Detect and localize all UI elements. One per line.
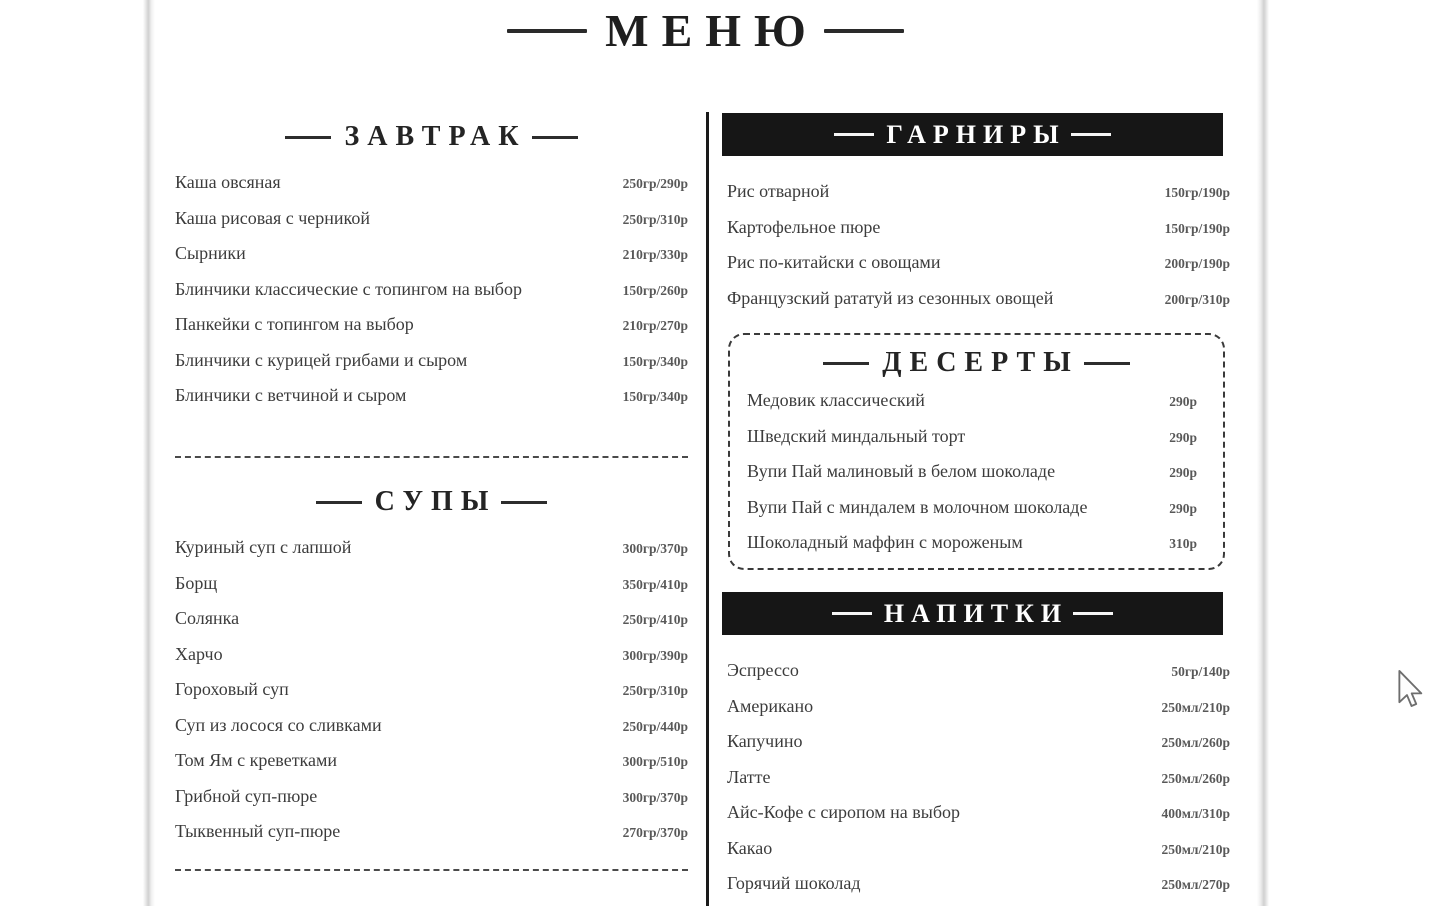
- menu-item-name: Сырники: [175, 243, 246, 263]
- menu-item-name: Шведский миндальный торт: [747, 425, 966, 446]
- menu-item-price: 300гр/370р: [622, 789, 688, 805]
- menu-item-name: Рис отварной: [727, 181, 830, 201]
- menu-item-name: Тыквенный суп-пюре: [175, 821, 341, 841]
- menu-item-name: Айс-Кофе с сиропом на выбор: [727, 802, 961, 822]
- menu-item-price: 290р: [1169, 500, 1197, 516]
- menu-item-price: 250мл/260р: [1161, 770, 1230, 786]
- column-divider: [706, 112, 709, 906]
- menu-item-price: 350гр/410р: [622, 576, 688, 592]
- menu-item-price: 290р: [1169, 394, 1197, 409]
- breakfast-list: [175, 172, 688, 421]
- menu-item-price: 200гр/190р: [1164, 256, 1230, 271]
- menu-item-row: [175, 715, 688, 751]
- breakfast-section-header: [175, 121, 688, 153]
- section-dash: [501, 501, 547, 504]
- desserts-list: [747, 390, 1197, 568]
- menu-item-price: 300гр/390р: [622, 647, 688, 663]
- menu-item-price: 150гр/340р: [622, 389, 688, 404]
- menu-item-price: 300гр/370р: [622, 541, 688, 556]
- menu-item-price: 200гр/310р: [1164, 291, 1230, 307]
- menu-item-name: Какао: [727, 837, 773, 858]
- menu-item-name: Солянка: [175, 608, 240, 628]
- menu-item-price: 250гр/310р: [622, 211, 688, 227]
- soups-section-header: [175, 486, 688, 518]
- menu-item-name: Эспрессо: [727, 660, 799, 680]
- breakfast-section-title: ЗАВТРАК: [344, 121, 527, 152]
- menu-item-row: [175, 208, 688, 244]
- menu-item-row: [727, 288, 1230, 324]
- mouse-cursor-icon: [1396, 669, 1423, 715]
- menu-item-name: Каша рисовая с черникой: [175, 207, 371, 228]
- menu-item-price: 400мл/310р: [1161, 806, 1230, 821]
- menu-item-name: Шоколадный маффин с мороженым: [747, 532, 1023, 552]
- menu-item-price: 210гр/330р: [622, 247, 688, 262]
- section-dash: [1073, 612, 1113, 615]
- desserts-section-header: [730, 347, 1223, 379]
- menu-item-row: [747, 426, 1197, 462]
- menu-item-price: 250мл/270р: [1161, 877, 1230, 892]
- menu-item-name: Горячий шоколад: [727, 873, 861, 893]
- menu-item-name: Вупи Пай с миндалем в молочном шоколаде: [747, 496, 1088, 517]
- menu-item-price: 250мл/260р: [1161, 735, 1230, 750]
- drinks-section-title: НАПИТКИ: [883, 598, 1069, 628]
- menu-item-name: Суп из лосося со сливками: [175, 714, 382, 735]
- menu-item-price: 150гр/340р: [622, 353, 688, 369]
- section-dash: [1071, 133, 1111, 136]
- menu-item-price: 250гр/410р: [622, 612, 688, 627]
- menu-item-row: [727, 660, 1230, 696]
- page-title: МЕНЮ: [605, 5, 819, 56]
- title-dash-left: [507, 29, 587, 33]
- menu-item-name: Вупи Пай малиновый в белом шоколаде: [747, 461, 1056, 481]
- menu-item-row: [727, 767, 1230, 803]
- menu-item-price: 150гр/190р: [1164, 185, 1230, 200]
- menu-item-price: 250мл/210р: [1161, 699, 1230, 715]
- menu-item-name: Блинчики классические с топингом на выбор: [175, 278, 522, 299]
- title-dash-right: [824, 29, 904, 33]
- menu-item-name: Гороховый суп: [175, 679, 289, 699]
- menu-item-row: [175, 537, 688, 573]
- menu-item-row: [175, 385, 688, 421]
- menu-title-row: [146, 4, 1265, 57]
- menu-item-name: Латте: [727, 766, 771, 787]
- menu-item-price: 250мл/210р: [1161, 841, 1230, 857]
- menu-item-price: 300гр/510р: [622, 754, 688, 769]
- menu-item-name: Борщ: [175, 572, 218, 593]
- section-dash: [1084, 362, 1130, 365]
- menu-item-name: Картофельное пюре: [727, 216, 881, 237]
- menu-item-row: [747, 461, 1197, 497]
- menu-item-row: [727, 696, 1230, 732]
- sides-banner: [722, 113, 1223, 156]
- menu-item-row: [727, 252, 1230, 288]
- menu-item-row: [175, 786, 688, 822]
- section-dash: [316, 501, 362, 504]
- menu-item-name: Капучино: [727, 731, 803, 751]
- menu-item-row: [175, 750, 688, 786]
- menu-item-price: 150гр/260р: [622, 282, 688, 298]
- menu-item-row: [175, 821, 688, 857]
- menu-item-row: [747, 532, 1197, 568]
- page-edge-right: [1257, 0, 1269, 906]
- menu-item-name: Харчо: [175, 643, 223, 664]
- menu-item-row: [727, 181, 1230, 217]
- dashed-divider: [175, 869, 688, 871]
- menu-item-name: Рис по-китайски с овощами: [727, 252, 941, 272]
- soups-section-title: СУПЫ: [374, 486, 497, 517]
- menu-item-price: 270гр/370р: [622, 825, 688, 840]
- section-dash: [532, 136, 578, 139]
- menu-item-price: 50гр/140р: [1171, 664, 1230, 679]
- page-edge-left: [143, 0, 155, 906]
- menu-item-price: 290р: [1169, 465, 1197, 480]
- menu-item-price: 250гр/310р: [622, 683, 688, 698]
- menu-item-name: Американо: [727, 695, 814, 716]
- menu-item-name: Куриный суп с лапшой: [175, 537, 352, 557]
- section-dash: [832, 612, 872, 615]
- menu-item-price: 250гр/440р: [622, 718, 688, 734]
- menu-item-row: [727, 731, 1230, 767]
- menu-item-name: Блинчики с курицей грибами и сыром: [175, 349, 468, 370]
- menu-item-row: [727, 838, 1230, 874]
- menu-item-row: [175, 573, 688, 609]
- menu-item-price: 310р: [1169, 536, 1197, 551]
- menu-item-row: [727, 217, 1230, 253]
- drinks-list: [727, 660, 1230, 909]
- menu-item-price: 290р: [1169, 429, 1197, 445]
- menu-item-price: 150гр/190р: [1164, 220, 1230, 236]
- menu-item-name: Панкейки с топингом на выбор: [175, 314, 414, 334]
- menu-item-name: Том Ям с креветками: [175, 750, 338, 770]
- section-dash: [834, 133, 874, 136]
- menu-item-row: [175, 350, 688, 386]
- soups-list: [175, 537, 688, 857]
- menu-item-row: [727, 873, 1230, 909]
- menu-item-name: Блинчики с ветчиной и сыром: [175, 385, 407, 405]
- menu-item-row: [175, 172, 688, 208]
- menu-item-name: Французский рататуй из сезонных овощей: [727, 287, 1054, 308]
- menu-item-row: [747, 390, 1197, 426]
- section-dash: [823, 362, 869, 365]
- menu-item-name: Каша овсяная: [175, 172, 281, 192]
- desserts-section-title: ДЕСЕРТЫ: [882, 347, 1079, 378]
- menu-item-row: [175, 314, 688, 350]
- sides-section-title: ГАРНИРЫ: [886, 119, 1066, 149]
- menu-item-row: [727, 802, 1230, 838]
- menu-item-row: [747, 497, 1197, 533]
- menu-item-price: 210гр/270р: [622, 318, 688, 333]
- desserts-box: [728, 333, 1225, 570]
- menu-item-name: Медовик классический: [747, 390, 925, 410]
- menu-item-row: [175, 679, 688, 715]
- menu-item-row: [175, 644, 688, 680]
- menu-item-price: 250гр/290р: [622, 176, 688, 191]
- sides-list: [727, 181, 1230, 323]
- drinks-banner: [722, 592, 1223, 635]
- menu-item-name: Грибной суп-пюре: [175, 785, 318, 806]
- menu-item-row: [175, 243, 688, 279]
- menu-item-row: [175, 279, 688, 315]
- menu-item-row: [175, 608, 688, 644]
- dashed-divider: [175, 456, 688, 458]
- section-dash: [285, 136, 331, 139]
